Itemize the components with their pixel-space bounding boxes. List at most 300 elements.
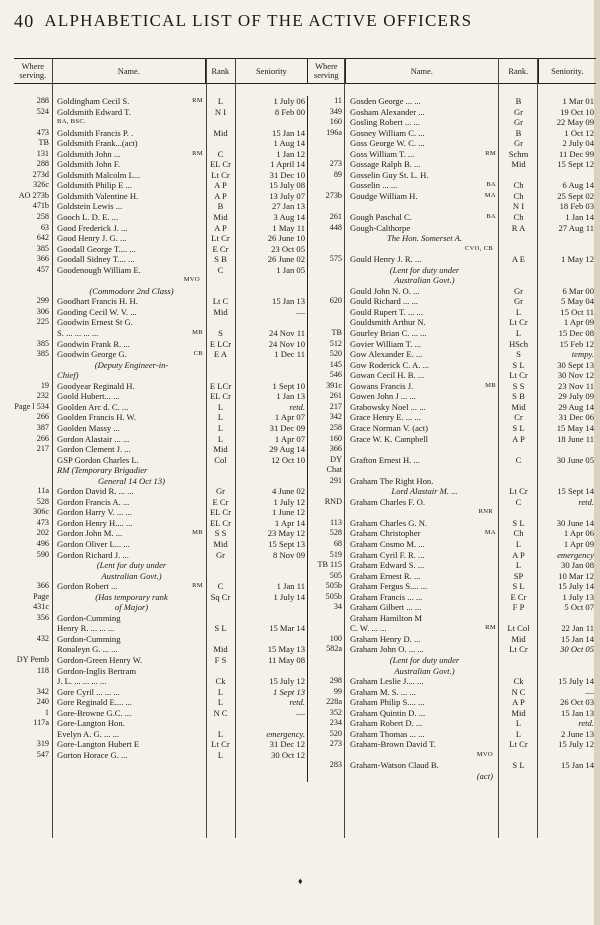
where-serving bbox=[308, 666, 345, 677]
officer-entry bbox=[308, 138, 596, 149]
rank bbox=[499, 613, 538, 624]
officer-name: Gordon-Green Henry W. bbox=[57, 654, 143, 665]
officer-entry bbox=[308, 592, 596, 603]
where-serving: RND bbox=[324, 496, 342, 506]
where-serving: 273d bbox=[32, 169, 49, 179]
officer-entry bbox=[308, 623, 596, 634]
where-serving bbox=[308, 507, 345, 518]
rank: C bbox=[515, 496, 522, 507]
officer-name: Lord Alastair M. ... bbox=[391, 486, 458, 497]
officer-name bbox=[345, 149, 499, 160]
where-serving: 366 bbox=[329, 444, 342, 454]
seniority bbox=[538, 265, 596, 276]
officer-name bbox=[52, 96, 206, 107]
officer-entry bbox=[14, 655, 307, 666]
seniority bbox=[235, 370, 307, 381]
where-serving: 240 bbox=[36, 697, 49, 707]
rank: L bbox=[217, 96, 224, 106]
where-serving: 145 bbox=[329, 359, 342, 369]
seniority: 15 Mar 14 bbox=[269, 623, 305, 634]
where-serving: 99 bbox=[333, 686, 342, 696]
where-serving: DY bbox=[330, 454, 342, 464]
officer-entry bbox=[308, 107, 596, 118]
where-serving: TB 115 bbox=[317, 560, 342, 570]
where-serving: 342 bbox=[36, 686, 49, 696]
officer-suffix: MA bbox=[484, 529, 496, 537]
officer-entry bbox=[308, 170, 596, 181]
officer-name: Gould Richard ... ... bbox=[350, 296, 419, 307]
officer-name bbox=[345, 212, 499, 223]
rank: Gr bbox=[513, 138, 524, 149]
officer-name-text: Graham Christopher bbox=[350, 528, 421, 539]
where-serving bbox=[14, 623, 52, 634]
officer-entry bbox=[308, 370, 596, 381]
where-serving: 202 bbox=[36, 528, 49, 538]
seniority bbox=[538, 275, 596, 286]
seniority: 30 Sept 13 bbox=[557, 359, 594, 370]
officer-entry bbox=[308, 180, 596, 191]
where-serving: 291 bbox=[329, 475, 342, 485]
officer-name: Gould Henry J. R. ... bbox=[350, 254, 422, 265]
footer-mark: ♦ bbox=[298, 876, 303, 886]
rank: E A bbox=[213, 349, 228, 360]
officer-entry bbox=[308, 771, 596, 782]
officer-name: Gosden George ... ... bbox=[350, 96, 421, 106]
rank: Mid bbox=[213, 212, 228, 223]
rank: A P bbox=[214, 180, 227, 191]
officer-name: (Lent for duty under bbox=[96, 560, 167, 571]
rank: Gr bbox=[215, 549, 226, 560]
officer-suffix: MB bbox=[485, 381, 496, 389]
where-serving: 391c bbox=[326, 380, 342, 390]
where-serving: 547 bbox=[36, 749, 49, 759]
where-serving: TB bbox=[331, 328, 342, 338]
rank: Cr bbox=[514, 412, 523, 423]
officer-suffix: BA bbox=[486, 181, 496, 189]
seniority: 1 Jan 14 bbox=[565, 212, 594, 223]
seniority: 30 Oct 05 bbox=[560, 644, 594, 655]
rank bbox=[206, 560, 235, 571]
officer-entry bbox=[14, 497, 307, 508]
seniority: 30 Jan 08 bbox=[561, 560, 594, 571]
rank bbox=[499, 233, 538, 244]
officer-name: Gore Reginald E.... ... bbox=[57, 697, 132, 708]
rank: A E bbox=[511, 254, 526, 265]
seniority bbox=[235, 571, 307, 582]
rank bbox=[206, 613, 235, 624]
where-serving: 234 bbox=[329, 718, 342, 728]
officer-name: Gooding Cecil W. V. ... bbox=[57, 306, 137, 317]
seniority bbox=[235, 117, 307, 128]
seniority: 30 June 14 bbox=[556, 517, 594, 528]
officer-entry bbox=[14, 687, 307, 698]
seniority bbox=[538, 507, 596, 518]
where-serving bbox=[14, 644, 52, 655]
officer-entry bbox=[308, 360, 596, 371]
officer-name: Goldstein Lewis ... bbox=[57, 201, 123, 212]
seniority: 5 May 04 bbox=[561, 296, 594, 307]
officer-entry bbox=[14, 317, 307, 328]
officer-entry bbox=[308, 296, 596, 307]
officer-name-text: Gordon Robert ... bbox=[57, 581, 118, 592]
officer-entry bbox=[308, 117, 596, 128]
seniority: 3 Aug 14 bbox=[273, 212, 305, 223]
where-serving bbox=[14, 360, 52, 371]
seniority: 1 May 12 bbox=[561, 254, 594, 265]
officer-name: MVO bbox=[183, 276, 200, 284]
seniority: 5 Oct 07 bbox=[564, 602, 594, 613]
officer-name: Gosling Robert ... ... bbox=[350, 117, 420, 128]
where-serving: 520 bbox=[329, 349, 342, 359]
officer-entry bbox=[308, 191, 596, 202]
officer-entry bbox=[14, 486, 307, 497]
rank bbox=[206, 602, 235, 613]
seniority: 23 Oct 05 bbox=[271, 243, 305, 254]
officer-name: J. L. ... ... ... ... bbox=[57, 676, 107, 687]
rank: SP bbox=[513, 570, 524, 581]
officer-entry bbox=[14, 265, 307, 276]
where-serving: 575 bbox=[329, 254, 342, 264]
rank: S L bbox=[214, 623, 227, 634]
officer-name: Gordon Henry H.... ... bbox=[57, 517, 133, 528]
seniority: 1 July 14 bbox=[273, 591, 305, 602]
seniority: 29 Aug 14 bbox=[269, 444, 305, 455]
seniority: 15 Oct 11 bbox=[560, 306, 594, 317]
where-serving bbox=[308, 180, 345, 191]
rank bbox=[206, 634, 235, 645]
seniority: 1 Apr 07 bbox=[274, 433, 305, 444]
where-serving: 385 bbox=[36, 349, 49, 359]
officer-name: Henry R. ... ... ... bbox=[57, 623, 115, 634]
where-serving: 118 bbox=[37, 665, 49, 675]
where-serving: 505b bbox=[325, 591, 342, 601]
seniority: 4 June 02 bbox=[272, 486, 305, 497]
where-serving: 519 bbox=[329, 549, 342, 559]
where-serving: 432 bbox=[36, 633, 49, 643]
seniority: 1 Jan 12 bbox=[276, 148, 305, 159]
officer-name: (act) bbox=[476, 771, 493, 781]
rank bbox=[206, 286, 235, 297]
seniority: 1 April 14 bbox=[270, 159, 305, 170]
rank: L bbox=[217, 686, 224, 697]
officer-entry bbox=[308, 212, 596, 223]
officer-name: Gore Cyril ... ... ... bbox=[57, 686, 120, 697]
officer-name: Ronaleyn G. ... ... bbox=[57, 644, 118, 655]
seniority: 15 July 14 bbox=[558, 581, 594, 592]
where-serving: TB bbox=[38, 138, 49, 148]
officer-entry bbox=[14, 391, 307, 402]
seniority bbox=[538, 233, 596, 244]
header-rank: Rank bbox=[206, 59, 236, 83]
seniority: 6 Aug 14 bbox=[562, 180, 594, 191]
rank bbox=[206, 370, 235, 381]
rank: Gr bbox=[215, 486, 226, 497]
rank: B bbox=[217, 201, 224, 212]
officer-name: Graham Hamilton M bbox=[350, 612, 423, 623]
where-serving bbox=[14, 729, 52, 740]
officer-name: Gowen John J ... ... bbox=[350, 391, 416, 402]
officer-entry bbox=[308, 286, 596, 297]
where-serving bbox=[308, 265, 345, 276]
seniority: 1 Dec 11 bbox=[274, 349, 305, 360]
officer-name: Gordon David R. ... ... bbox=[57, 486, 134, 497]
rank bbox=[499, 170, 538, 181]
officer-entry bbox=[14, 212, 307, 223]
where-serving: 131 bbox=[36, 148, 49, 158]
rank: Ck bbox=[215, 676, 226, 687]
seniority: 15 July 08 bbox=[269, 180, 305, 191]
officer-name: Goodall Sidney T.... ... bbox=[57, 254, 135, 265]
officer-name: Gow Alexander E. ... bbox=[350, 349, 423, 360]
where-serving bbox=[308, 486, 345, 497]
officer-entry bbox=[14, 739, 307, 750]
where-serving bbox=[308, 771, 345, 782]
where-serving: 160 bbox=[329, 433, 342, 443]
officer-name: (Lent for duty under bbox=[389, 654, 460, 665]
where-serving: 11a bbox=[37, 486, 49, 496]
officer-entry bbox=[14, 360, 307, 371]
officer-suffix: RM bbox=[192, 149, 203, 157]
officer-name bbox=[52, 581, 206, 592]
rank: S L bbox=[512, 359, 525, 370]
officer-entry bbox=[14, 623, 307, 634]
where-serving bbox=[14, 571, 52, 582]
officer-entry bbox=[14, 750, 307, 761]
seniority: 1 Oct 12 bbox=[564, 127, 594, 138]
rank bbox=[206, 275, 235, 286]
where-serving bbox=[14, 117, 52, 128]
officer-name: Gow Roderick C. A. ... bbox=[350, 359, 430, 370]
rank bbox=[499, 476, 538, 487]
officer-entry bbox=[14, 634, 307, 645]
seniority: 15 Sept 12 bbox=[557, 159, 594, 170]
rank: F S bbox=[214, 654, 227, 665]
where-serving: 273b bbox=[325, 190, 342, 200]
officer-name: Goold Hubert... ... bbox=[57, 391, 120, 402]
officer-entry bbox=[308, 539, 596, 550]
officer-name: Graham Charles G. N. bbox=[350, 517, 428, 528]
officer-name: Graham Francis ... ... bbox=[350, 591, 423, 602]
rank: L bbox=[217, 412, 224, 423]
officer-entry bbox=[14, 349, 307, 360]
rank: Mid bbox=[511, 633, 526, 644]
officer-name: Australian Govt.) bbox=[394, 275, 455, 286]
where-serving: 457 bbox=[36, 264, 49, 274]
where-serving: 299 bbox=[36, 296, 49, 306]
rank: Mid bbox=[213, 538, 228, 549]
rank: Gr bbox=[513, 296, 524, 307]
seniority: 18 Feb 03 bbox=[559, 201, 594, 212]
officer-entry bbox=[308, 676, 596, 687]
where-serving bbox=[308, 655, 345, 666]
rank: Mid bbox=[213, 644, 228, 655]
officer-entry bbox=[14, 191, 307, 202]
where-serving bbox=[308, 613, 345, 624]
officer-name: Gowan Cecil H. B. ... bbox=[350, 370, 425, 381]
officer-entry bbox=[308, 96, 596, 107]
officer-entry bbox=[308, 412, 596, 423]
officer-name: Australian Govt.) bbox=[101, 570, 162, 581]
officer-entry bbox=[14, 465, 307, 476]
officer-entry bbox=[308, 581, 596, 592]
where-serving bbox=[308, 275, 345, 286]
where-serving: 100 bbox=[329, 633, 342, 643]
officer-entry bbox=[308, 518, 596, 529]
rank: Gr bbox=[513, 285, 524, 296]
officer-name: Graham Leslie J.... ... bbox=[350, 676, 424, 687]
officer-entry bbox=[14, 296, 307, 307]
officer-name: The Hon. Somerset A. bbox=[386, 233, 463, 244]
officer-name bbox=[345, 381, 499, 392]
seniority: 6 Mar 00 bbox=[562, 285, 594, 296]
officer-entry bbox=[308, 317, 596, 328]
seniority bbox=[235, 560, 307, 571]
officer-name: Gordon Richard J. ... bbox=[57, 549, 129, 560]
where-serving bbox=[308, 201, 345, 212]
officer-suffix: MA bbox=[484, 191, 496, 199]
seniority: 1 Apr 06 bbox=[563, 528, 594, 539]
officer-name: Goldsmith Edward T. bbox=[57, 106, 131, 117]
seniority: — bbox=[585, 686, 594, 697]
rank: B bbox=[515, 127, 522, 138]
rank: Ch bbox=[513, 528, 524, 539]
page-heading: ALPHABETICAL LIST OF THE ACTIVE OFFICERS bbox=[44, 11, 473, 30]
seniority: retd. bbox=[289, 697, 305, 708]
where-serving bbox=[308, 750, 345, 761]
officer-name: Goldsmith Frank...(act) bbox=[57, 138, 138, 149]
officer-name: Graham The Right Hon. bbox=[350, 475, 434, 486]
rank: Sq Cr bbox=[210, 591, 231, 602]
officer-entry bbox=[308, 349, 596, 360]
officer-name: Graham-Brown David T. bbox=[350, 739, 436, 750]
header-rank-right: Rank. bbox=[499, 59, 539, 83]
seniority bbox=[235, 634, 307, 645]
rank: L bbox=[217, 422, 224, 433]
officer-name: Gosham Alexander ... bbox=[350, 106, 425, 117]
seniority: 1 Apr 09 bbox=[563, 317, 594, 328]
officer-name bbox=[345, 623, 499, 634]
seniority bbox=[235, 666, 307, 677]
seniority: 25 Sept 02 bbox=[557, 190, 594, 201]
officer-entry bbox=[14, 223, 307, 234]
seniority: 15 July 12 bbox=[558, 739, 594, 750]
header-name-right: Name. bbox=[346, 59, 499, 83]
rank bbox=[499, 666, 538, 677]
seniority: 29 July 09 bbox=[558, 391, 594, 402]
where-serving: 352 bbox=[329, 707, 342, 717]
officer-entry bbox=[14, 571, 307, 582]
where-serving: 582a bbox=[326, 644, 342, 654]
rank: Lt C bbox=[212, 296, 229, 307]
officer-name: (Lent for duty under bbox=[389, 264, 460, 275]
rank: Mid bbox=[213, 306, 228, 317]
rank bbox=[206, 465, 235, 476]
officer-entry bbox=[14, 159, 307, 170]
rank: A P bbox=[214, 190, 227, 201]
seniority: 31 Dec 12 bbox=[269, 739, 305, 750]
seniority: 10 Mar 12 bbox=[558, 570, 594, 581]
officer-name: Gordon Oliver L... ... bbox=[57, 538, 130, 549]
seniority: 1 June 12 bbox=[272, 507, 305, 518]
seniority: 1 Apr 09 bbox=[563, 538, 594, 549]
rank: R A bbox=[511, 222, 526, 233]
officer-suffix: RM bbox=[485, 149, 496, 157]
rank: Ch bbox=[513, 190, 524, 201]
officer-name: of Major) bbox=[114, 602, 149, 613]
officer-name: Gore-Browne G.C. ... bbox=[57, 707, 132, 718]
officer-name-text: Goldsmith John ... bbox=[57, 148, 121, 159]
where-serving bbox=[308, 138, 345, 149]
officer-entry bbox=[14, 138, 307, 149]
officer-name-text: Gosselin ... ... bbox=[350, 180, 398, 191]
officer-name bbox=[345, 465, 499, 476]
officer-entry bbox=[308, 602, 596, 613]
seniority: 1 Jan 13 bbox=[276, 391, 305, 402]
officer-entry bbox=[14, 434, 307, 445]
officer-name: Gordon-Cumming bbox=[57, 633, 121, 644]
rank bbox=[499, 750, 538, 761]
officer-name: Graham Cosmo M. ... bbox=[350, 538, 425, 549]
rank: S L bbox=[512, 581, 525, 592]
where-serving bbox=[14, 286, 52, 297]
where-serving: 117a bbox=[33, 718, 49, 728]
seniority: 1 Apr 14 bbox=[274, 517, 305, 528]
officer-name: Graham Quintin D. ... bbox=[350, 707, 426, 718]
where-serving: 366 bbox=[36, 254, 49, 264]
officer-entry bbox=[14, 381, 307, 392]
rank bbox=[206, 317, 235, 328]
seniority: 24 Nov 10 bbox=[268, 338, 305, 349]
officer-entry bbox=[14, 149, 307, 160]
seniority: 27 Aug 11 bbox=[558, 222, 594, 233]
where-serving bbox=[14, 676, 52, 687]
where-serving: 620 bbox=[329, 296, 342, 306]
seniority: 27 Jan 13 bbox=[272, 201, 305, 212]
officer-name: Gore-Langton Hubert E bbox=[57, 739, 140, 750]
rank: L bbox=[217, 433, 224, 444]
officer-suffix: MB bbox=[192, 329, 203, 337]
officer-suffix: RM bbox=[192, 582, 203, 590]
officer-name: Graham Cyril F. R. ... bbox=[350, 549, 425, 560]
seniority: 29 Aug 14 bbox=[558, 401, 594, 412]
officer-entry bbox=[308, 687, 596, 698]
officer-name: Gould John N. O. ... bbox=[350, 285, 420, 296]
rank: Lt Cr bbox=[509, 739, 528, 750]
officer-name bbox=[52, 349, 206, 360]
rank: Mid bbox=[511, 401, 526, 412]
officer-name: Gouldsmith Arthur N. bbox=[350, 317, 426, 328]
rank: E LCr bbox=[209, 380, 232, 391]
rank: C bbox=[217, 148, 224, 159]
officer-name: CVO, CB bbox=[464, 244, 493, 252]
officer-name: Graham Edward S. ... bbox=[350, 560, 425, 571]
where-serving bbox=[308, 623, 345, 634]
rank bbox=[206, 666, 235, 677]
officer-name: Grace W. K. Campbell bbox=[350, 433, 429, 444]
page-number: 40 bbox=[14, 10, 35, 31]
rank: L bbox=[515, 718, 522, 729]
rank: S B bbox=[512, 391, 525, 402]
officer-entry bbox=[308, 550, 596, 561]
rank: L bbox=[217, 697, 224, 708]
where-serving bbox=[14, 560, 52, 571]
officer-name: Gourley Brian C. ... ... bbox=[350, 328, 427, 339]
officer-entry bbox=[308, 729, 596, 740]
where-serving bbox=[308, 233, 345, 244]
officer-entry bbox=[308, 254, 596, 265]
rank: L bbox=[515, 538, 522, 549]
officer-suffix: MB bbox=[192, 529, 203, 537]
